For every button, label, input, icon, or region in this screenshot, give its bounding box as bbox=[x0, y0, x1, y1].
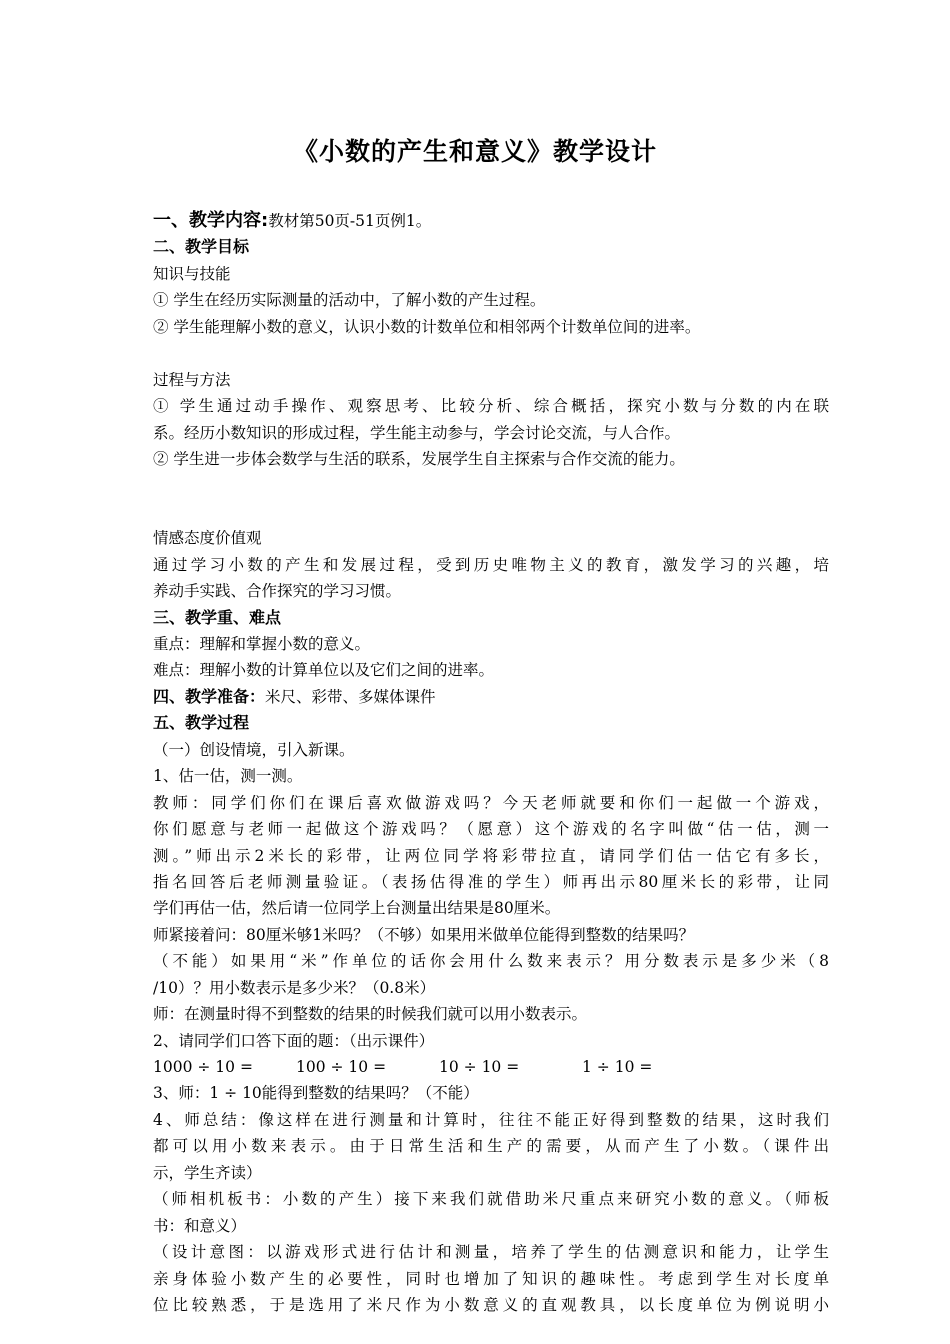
paragraph-line: ① 学生通过动手操作、观察思考、比较分析、综合概括，探究小数与分数的内在联 bbox=[153, 397, 829, 416]
paragraph-line: （不能）如果用“米”作单位的话你会用什么数来表示？用分数表示是多少米（8 bbox=[153, 952, 829, 971]
section-heading-process: 五、教学过程 bbox=[153, 713, 250, 733]
paragraph-line: 书：和意义） bbox=[153, 1216, 247, 1235]
subheading-emotion: 情感态度价值观 bbox=[153, 529, 262, 548]
document-title: 《小数的产生和意义》教学设计 bbox=[292, 137, 657, 166]
calculation-item: 1 ÷ 10 = bbox=[582, 1058, 653, 1076]
calculation-row bbox=[153, 1054, 829, 1080]
section-preparation bbox=[153, 684, 829, 710]
paragraph-line: ② 学生进一步体会数学与生活的联系，发展学生自主探索与合作交流的能力。 bbox=[153, 449, 685, 468]
calculation-item: 100 ÷ 10 = bbox=[296, 1058, 387, 1076]
paragraph-line: 位比较熟悉，于是选用了米尺作为小数意义的直观教具，以长度单位为例说明小 bbox=[153, 1295, 829, 1314]
paragraph-line: 难点：理解小数的计算单位以及它们之间的进率。 bbox=[153, 661, 495, 680]
section-heading-key-points: 三、教学重、难点 bbox=[153, 607, 282, 627]
paragraph-line: 学们再估一估，然后请一位同学上台测量出结果是80厘米。 bbox=[153, 899, 561, 918]
paragraph-line: 测。”师出示2米长的彩带，让两位同学将彩带拉直，请同学们估一估它有多长， bbox=[153, 846, 829, 865]
paragraph-line: 通过学习小数的产生和发展过程，受到历史唯物主义的教育，激发学习的兴趣，培 bbox=[153, 555, 829, 574]
paragraph-line: 1、估一估，测一测。 bbox=[153, 767, 303, 786]
paragraph-line: 都可以用小数来表示。由于日常生活和生产的需要，从而产生了小数。（课件出 bbox=[153, 1137, 829, 1156]
paragraph-line: 亲身体验小数产生的必要性，同时也增加了知识的趣味性。考虑到学生对长度单 bbox=[153, 1269, 829, 1288]
subheading-knowledge: 知识与技能 bbox=[153, 264, 231, 283]
paragraph-line: 3、师：1 ÷ 10能得到整数的结果吗？（不能） bbox=[153, 1084, 479, 1103]
document-body bbox=[153, 208, 829, 1318]
paragraph-line: 指名回答后老师测量验证。（表扬估得准的学生）师再出示80厘米长的彩带，让同 bbox=[153, 872, 829, 891]
paragraph-line: （一）创设情境，引入新课。 bbox=[153, 740, 355, 759]
blank-line bbox=[153, 499, 829, 525]
paragraph-line: 2、请同学们口答下面的题：（出示课件） bbox=[153, 1031, 435, 1050]
paragraph-line: 师紧接着问：80厘米够1米吗？（不够）如果用米做单位能得到整数的结果吗？ bbox=[153, 925, 695, 944]
section-teaching-content bbox=[153, 208, 829, 234]
paragraph-line: /10）？用小数表示是多少米？（0.8米） bbox=[153, 978, 436, 997]
blank-line bbox=[153, 340, 829, 366]
paragraph-line: 养动手实践、合作探究的学习习惯。 bbox=[153, 582, 402, 601]
paragraph-line: 教师：同学们你们在课后喜欢做游戏吗？今天老师就要和你们一起做一个游戏， bbox=[153, 793, 829, 812]
section-text: 教材第50页-51页例1。 bbox=[268, 212, 432, 230]
paragraph-line: 师：在测量时得不到整数的结果的时候我们就可以用小数表示。 bbox=[153, 1005, 588, 1024]
paragraph-line: 系。经历小数知识的形成过程，学生能主动参与，学会讨论交流，与人合作。 bbox=[153, 423, 681, 442]
paragraph-line: 你们愿意与老师一起做这个游戏吗？（愿意）这个游戏的名字叫做“估一估，测一 bbox=[153, 820, 829, 839]
calculation-item: 1000 ÷ 10 = bbox=[153, 1058, 253, 1076]
paragraph-line: 示，学生齐读） bbox=[153, 1163, 262, 1182]
subheading-process: 过程与方法 bbox=[153, 370, 231, 389]
calculation-item: 10 ÷ 10 = bbox=[439, 1058, 520, 1076]
blank-line bbox=[153, 472, 829, 498]
paragraph-line: 重点：理解和掌握小数的意义。 bbox=[153, 635, 371, 653]
section-heading: 四、教学准备： bbox=[153, 686, 266, 706]
paragraph-line: 4、师总结：像这样在进行测量和计算时，往往不能正好得到整数的结果，这时我们 bbox=[153, 1110, 829, 1129]
paragraph-line: （师相机板书：小数的产生）接下来我们就借助米尺重点来研究小数的意义。（师板 bbox=[153, 1190, 829, 1209]
section-text: 米尺、彩带、多媒体课件 bbox=[265, 687, 436, 706]
paragraph-line: （设计意图：以游戏形式进行估计和测量，培养了学生的估测意识和能力，让学生 bbox=[153, 1243, 829, 1262]
section-heading: 一、教学内容: bbox=[153, 210, 269, 231]
paragraph-line: ① 学生在经历实际测量的活动中，了解小数的产生过程。 bbox=[153, 291, 546, 310]
section-heading-objectives: 二、教学目标 bbox=[153, 237, 250, 257]
paragraph-line: ② 学生能理解小数的意义，认识小数的计数单位和相邻两个计数单位间的进率。 bbox=[153, 317, 701, 336]
